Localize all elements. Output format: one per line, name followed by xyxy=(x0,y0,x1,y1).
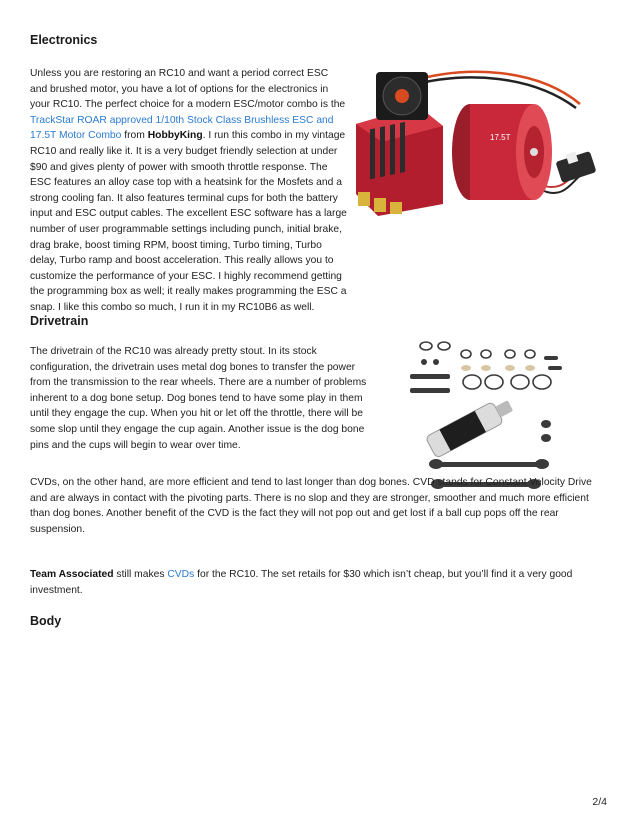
electronics-text-1: Unless you are restoring an RC10 and want a period correct ESC and brushed motor, you have a lot of options for the electronics in your RC10. The perfect choice for a modern ESC/motor combo is the xyxy=(30,68,346,111)
hobbyking-bold: HobbyKing xyxy=(147,130,203,142)
electronics-text-2: from xyxy=(121,130,148,142)
cvd-parts-illustration xyxy=(396,336,574,496)
drivetrain-paragraph-3 xyxy=(30,567,608,598)
drivetrain-text-2: CVDs, on the other hand, are more efficient and tend to last longer than dog bones. CVD stands for Constant Velocity Drive and are always in contact with the pivoting parts. There is no slop and they are stronger, smoother and much more efficient than dog bones. Another benefit of the CVD is the fact they will not pop out and get lost if a ball cup pops off the rear suspension. xyxy=(30,477,592,535)
team-associated-bold: Team Associated xyxy=(30,569,114,580)
trackstar-combo-link[interactable]: TrackStar ROAR approved 1/10th Stock Class Brushless ESC and 17.5T Motor Combo xyxy=(30,114,334,142)
esc-motor-illustration xyxy=(348,64,610,220)
cvds-link[interactable]: CVDs xyxy=(167,569,195,580)
drivetrain-text-3a: still makes xyxy=(113,569,168,580)
esc-motor-combo-image xyxy=(348,64,610,220)
motor-label: 17.5T xyxy=(490,133,511,142)
page-number: 2/4 xyxy=(592,796,607,808)
drivetrain-paragraph-1: The drivetrain of the RC10 was already pretty stout. In its stock configuration, the drivetrain uses metal dog bones to transfer the power from the transmission to the rear wheels. There are a number of problems inherent to a dog bone setup. Dog bones tend to have some play in them until they engage the cup. When you hit or let off the throttle, there will be some slop until they engage the cup again. Another issue is the dog bone pins and the cups will begin to wear over time. xyxy=(30,346,367,451)
cvd-parts-image xyxy=(396,336,574,496)
drivetrain-text-3b: for the RC10. The set retails for $30 which isn’t cheap, but you’ll find it a very good investment. xyxy=(30,569,573,596)
electronics-paragraph-1 xyxy=(30,66,348,316)
section-heading-body: Body xyxy=(30,614,62,628)
electronics-text-3: . I run this combo in my vintage RC10 and really like it. It is a very budget friendly selection at under $90 and gives plenty of power with smooth throttle response. The ESC features an alloy case top with a heatsink for the Mosfets and a strong cooling fan. It also features terminal cups for both the battery input and ESC output cables. The excellent ESC software has a large number of user programmable settings including punch, initial brake, drag brake, boost timing RPM, boost timing, Turbo timing, Turbo delay, Turbo ramp and boost acceleration. This really allows you to customize the performance of your ESC. I highly recommend getting the programming box as well; it really makes programming the ESC a snap. I like this combo so much, I run it in my RC10B6 as well. xyxy=(30,130,347,313)
drivetrain-paragraph-2 xyxy=(30,475,608,537)
section-heading-drivetrain: Drivetrain xyxy=(30,314,89,328)
section-heading-electronics: Electronics xyxy=(30,33,98,47)
